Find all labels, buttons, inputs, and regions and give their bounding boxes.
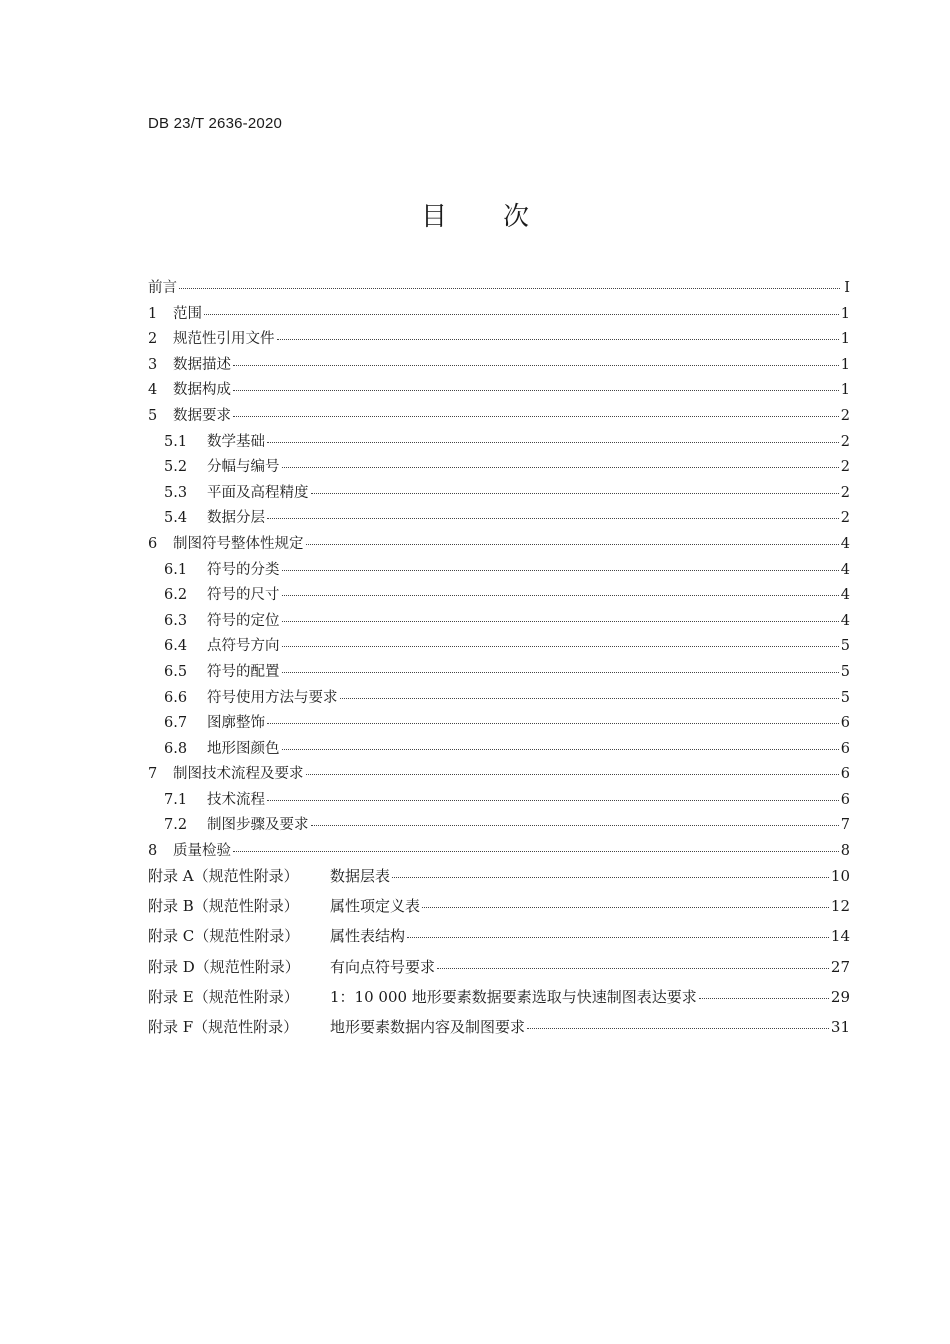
toc-entry-label: 规范性引用文件: [173, 331, 275, 348]
toc-entry-label: 图廓整饰: [207, 715, 265, 732]
dot-leader: [204, 314, 839, 315]
toc-entry-page: 7: [840, 817, 850, 834]
toc-entry-page: 6: [840, 715, 850, 732]
appendix-tag: 附录 B（规范性附录）: [148, 896, 299, 915]
dot-leader: [392, 877, 829, 878]
toc-entry-number: 5.1: [164, 433, 188, 450]
dot-leader: [527, 1028, 829, 1029]
toc-entry[interactable]: [148, 788, 850, 814]
toc-entry[interactable]: [148, 634, 850, 660]
toc-entry-page: I: [844, 280, 850, 296]
toc-entry-label: 属性表结构: [330, 927, 406, 946]
dot-leader: [282, 621, 839, 622]
toc-entry-label: 地形图颜色: [207, 740, 280, 757]
toc-entry-page: 5: [840, 638, 850, 655]
toc-entry[interactable]: [148, 813, 850, 839]
toc-entry-number: 6.6: [164, 689, 188, 706]
toc-entry-label: 制图步骤及要求: [207, 817, 309, 834]
appendix-tag: 附录 A（规范性附录）: [148, 866, 299, 885]
toc-entry-label: 数学基础: [207, 433, 265, 450]
dot-leader: [306, 544, 839, 545]
toc-entry[interactable]: [148, 660, 850, 686]
dot-leader: [233, 390, 839, 391]
toc-entry[interactable]: [148, 455, 850, 481]
toc-entry[interactable]: [148, 302, 850, 328]
appendix-tag: 附录 C（规范性附录）: [148, 927, 300, 946]
toc-entry-label: 分幅与编号: [207, 459, 280, 476]
toc-entry-number: 7.2: [164, 817, 188, 834]
toc-entry-label: 符号的分类: [207, 561, 280, 578]
toc-entry-number: 6: [148, 535, 158, 552]
dot-leader: [267, 518, 839, 519]
toc-appendix-entry[interactable]: [148, 1016, 850, 1046]
toc-entry-label: 数据要求: [173, 407, 231, 424]
toc-entry-label: 属性项定义表: [330, 896, 421, 915]
toc-entry-page: 8: [840, 843, 850, 860]
toc-entry-page: 1: [840, 382, 850, 399]
toc-entry-label: 地形要素数据内容及制图要求: [330, 1018, 526, 1037]
toc-entry-number: 6.2: [164, 587, 188, 604]
toc-entry[interactable]: [148, 686, 850, 712]
toc-entry-page: 6: [840, 791, 850, 808]
dot-leader: [282, 467, 839, 468]
dot-leader: [233, 365, 839, 366]
toc-entry-label: 数据构成: [173, 382, 231, 399]
dot-leader: [311, 493, 839, 494]
toc-entry[interactable]: [148, 506, 850, 532]
toc-appendix-entry[interactable]: [148, 895, 850, 925]
toc-entry[interactable]: [148, 583, 850, 609]
toc-entry-page: 31: [830, 1018, 850, 1037]
dot-leader: [282, 672, 839, 673]
dot-leader: [233, 851, 839, 852]
toc-entry-number: 5.2: [164, 459, 188, 476]
appendix-tag: 附录 D（规范性附录）: [148, 957, 300, 976]
toc-entry[interactable]: [148, 404, 850, 430]
table-of-contents: [148, 276, 850, 1046]
toc-entry-number: 5.3: [164, 484, 188, 501]
toc-entry-page: 1: [840, 305, 850, 322]
toc-entry[interactable]: [148, 839, 850, 865]
toc-entry[interactable]: [148, 711, 850, 737]
toc-entry-label: 制图符号整体性规定: [173, 535, 304, 552]
dot-leader: [699, 998, 829, 999]
dot-leader: [422, 907, 829, 908]
toc-entry-page: 10: [830, 866, 850, 885]
toc-entry-label: 质量检验: [173, 843, 231, 860]
appendix-tag: 附录 E（规范性附录）: [148, 987, 299, 1006]
toc-entry-page: 1: [840, 331, 850, 348]
toc-entry-page: 4: [840, 535, 850, 552]
toc-entry-number: 5: [148, 407, 158, 424]
toc-entry-page: 12: [830, 896, 850, 915]
dot-leader: [437, 968, 829, 969]
toc-entry-number: 6.1: [164, 561, 188, 578]
toc-entry-number: 5.4: [164, 510, 188, 527]
toc-appendix-entry[interactable]: [148, 925, 850, 955]
toc-entry-label: 范围: [173, 305, 202, 322]
toc-entry-page: 14: [830, 927, 850, 946]
toc-entry-label: 前言: [148, 280, 177, 296]
toc-entry-page: 4: [840, 587, 850, 604]
toc-entry-label: 符号的配置: [207, 663, 280, 680]
toc-entry-number: 6.3: [164, 612, 188, 629]
toc-entry-page: 2: [840, 459, 850, 476]
toc-entry[interactable]: [148, 532, 850, 558]
toc-entry[interactable]: [148, 762, 850, 788]
toc-appendix-entry[interactable]: [148, 956, 850, 986]
toc-entry-number: 7: [148, 766, 158, 783]
toc-entry-label: 制图技术流程及要求: [173, 766, 304, 783]
toc-entry-number: 6.5: [164, 663, 188, 680]
toc-entry-label: 点符号方向: [207, 638, 280, 655]
toc-entry[interactable]: [148, 276, 850, 302]
dot-leader: [407, 937, 829, 938]
toc-entry-page: 29: [830, 987, 850, 1006]
toc-entry-page: 5: [840, 689, 850, 706]
toc-entry-page: 1: [840, 356, 850, 373]
dot-leader: [179, 288, 840, 289]
toc-entry-page: 2: [840, 407, 850, 424]
toc-entry-number: 2: [148, 331, 158, 348]
toc-entry-number: 6.8: [164, 740, 188, 757]
toc-entry-page: 4: [840, 561, 850, 578]
dot-leader: [282, 595, 839, 596]
toc-entry-number: 4: [148, 382, 158, 399]
dot-leader: [267, 723, 839, 724]
toc-entry-page: 6: [840, 740, 850, 757]
toc-entry[interactable]: [148, 378, 850, 404]
toc-entry-label: 数据分层: [207, 510, 265, 527]
toc-entry[interactable]: [148, 353, 850, 379]
dot-leader: [233, 416, 839, 417]
toc-entry-page: 6: [840, 766, 850, 783]
toc-entry-page: 5: [840, 663, 850, 680]
dot-leader: [267, 800, 839, 801]
toc-entry-number: 6.4: [164, 638, 188, 655]
page-title: 目次: [420, 202, 585, 232]
toc-entry[interactable]: [148, 481, 850, 507]
document-code: DB 23/T 2636-2020: [148, 115, 283, 132]
toc-entry-label: 平面及高程精度: [207, 484, 309, 501]
toc-entry-label: 技术流程: [207, 791, 265, 808]
toc-entry[interactable]: [148, 430, 850, 456]
dot-leader: [267, 442, 839, 443]
dot-leader: [277, 339, 839, 340]
toc-entry-label: 数据层表: [330, 866, 391, 885]
toc-entry-label: 符号的定位: [207, 612, 280, 629]
dot-leader: [282, 749, 839, 750]
toc-entry-page: 27: [830, 957, 850, 976]
toc-entry[interactable]: [148, 609, 850, 635]
toc-entry-page: 2: [840, 510, 850, 527]
toc-entry[interactable]: [148, 327, 850, 353]
dot-leader: [311, 825, 839, 826]
toc-entry-number: 6.7: [164, 715, 188, 732]
toc-entry-page: 2: [840, 484, 850, 501]
toc-entry-label: 符号的尺寸: [207, 587, 280, 604]
toc-entry-label: 1：10 000 地形要素数据要素选取与快速制图表达要求: [330, 987, 697, 1006]
toc-appendix-entry[interactable]: [148, 865, 850, 895]
toc-entry-number: 8: [148, 843, 158, 860]
toc-entry-label: 符号使用方法与要求: [207, 689, 338, 706]
toc-entry-label: 数据描述: [173, 356, 231, 373]
toc-entry[interactable]: [148, 558, 850, 584]
toc-entry-number: 3: [148, 356, 158, 373]
toc-entry-page: 4: [840, 612, 850, 629]
toc-entry-number: 7.1: [164, 791, 188, 808]
dot-leader: [282, 646, 839, 647]
toc-entry-number: 1: [148, 305, 158, 322]
dot-leader: [306, 774, 839, 775]
appendix-tag: 附录 F（规范性附录）: [148, 1018, 299, 1037]
toc-entry-page: 2: [840, 433, 850, 450]
toc-entry[interactable]: [148, 737, 850, 763]
dot-leader: [340, 698, 839, 699]
toc-entry-label: 有向点符号要求: [330, 957, 436, 976]
dot-leader: [282, 570, 839, 571]
toc-appendix-entry[interactable]: [148, 986, 850, 1016]
